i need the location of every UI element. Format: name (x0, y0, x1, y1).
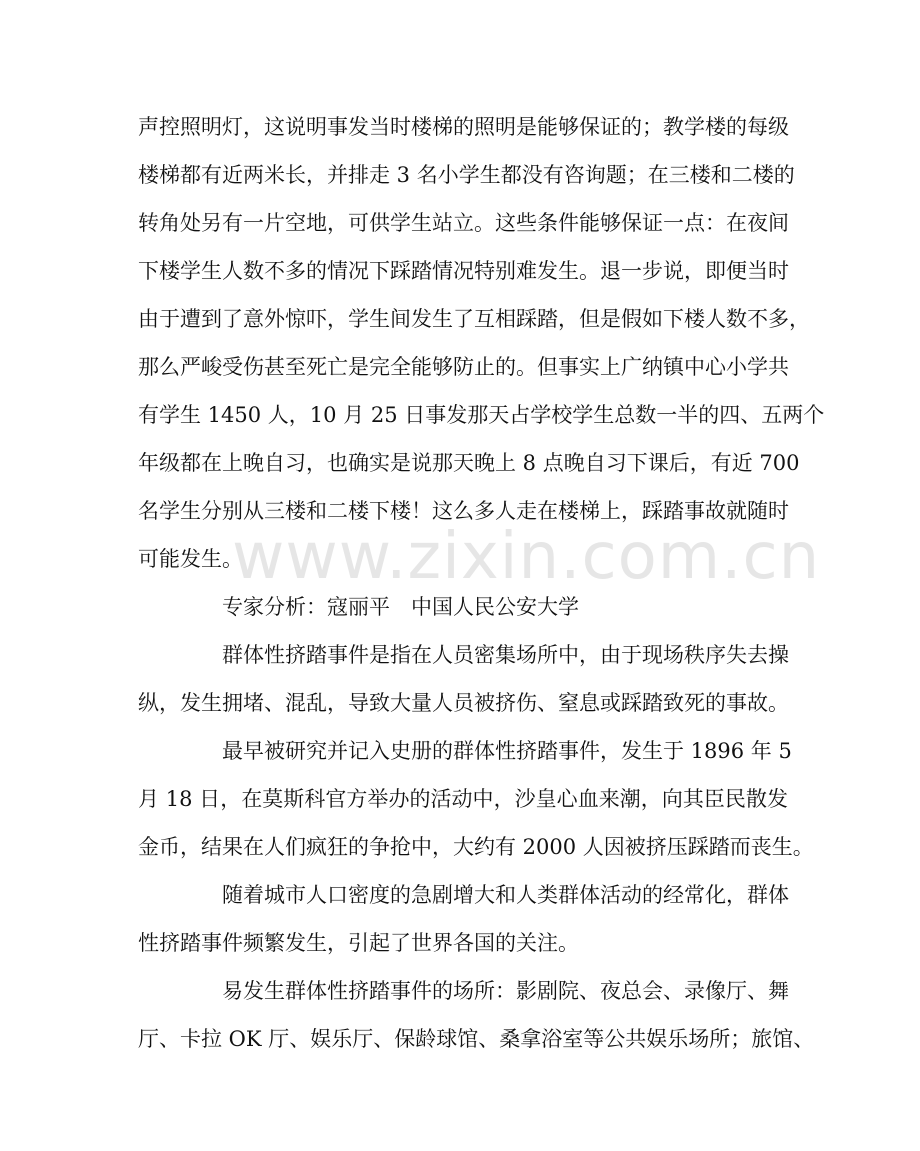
text-line: 易发生群体性挤踏事件的场所：影剧院、夜总会、录像厅、舞 (222, 979, 789, 1003)
text-line: 那么严峻受伤甚至死亡是完全能够防止的。但事实上广纳镇中心小学共 (138, 355, 789, 379)
text-line: 可能发生。 (138, 547, 243, 571)
expert-byline: 专家分析：寇丽平 中国人民公安大学 (222, 595, 579, 619)
text-line: 楼梯都有近两米长，并排走 3 名小学生都没有咨询题；在三楼和二楼的 (138, 163, 795, 187)
text-line: 厅、卡拉 OK 厅、娱乐厅、保龄球馆、桑拿浴室等公共娱乐场所；旅馆、 (138, 1027, 815, 1051)
text-line: 最早被研究并记入史册的群体性挤踏事件，发生于 1896 年 5 (222, 739, 792, 763)
text-line: 随着城市人口密度的急剧增大和人类群体活动的经常化，群体 (222, 883, 789, 907)
text-line: 月 18 日，在莫斯科官方举办的活动中，沙皇心血来潮，向其臣民散发 (138, 787, 788, 811)
text-line: 金币，结果在人们疯狂的争抢中，大约有 2000 人因被挤压踩踏而丧生。 (138, 835, 814, 859)
text-line: 性挤踏事件频繁发生，引起了世界各国的关注。 (138, 931, 579, 955)
text-line: 转角处另有一片空地，可供学生站立。这些条件能够保证一点：在夜间 (138, 211, 789, 235)
text-line: 下楼学生人数不多的情况下踩踏情况特别难发生。退一步说，即便当时 (138, 259, 789, 283)
text-line: 声控照明灯，这说明事发当时楼梯的照明是能够保证的；教学楼的每级 (138, 115, 789, 139)
text-line: 年级都在上晚自习，也确实是说那天晚上 8 点晚自习下课后，有近 700 (138, 451, 800, 475)
text-line: 群体性挤踏事件是指在人员密集场所中，由于现场秩序失去操 (222, 643, 789, 667)
text-line: 由于遭到了意外惊吓，学生间发生了互相踩踏，但是假如下楼人数不多， (138, 307, 810, 331)
text-line: 名学生分别从三楼和二楼下楼！这么多人走在楼梯上，踩踏事故就随时 (138, 499, 789, 523)
text-line: 纵，发生拥堵、混乱，导致大量人员被挤伤、窒息或踩踏致死的事故。 (138, 691, 789, 715)
watermark-text: www.zixin.com.cn (232, 520, 821, 594)
text-line: 有学生 1450 人，10 月 25 日事发那天占学校学生总数一半的四、五两个 (138, 403, 825, 427)
